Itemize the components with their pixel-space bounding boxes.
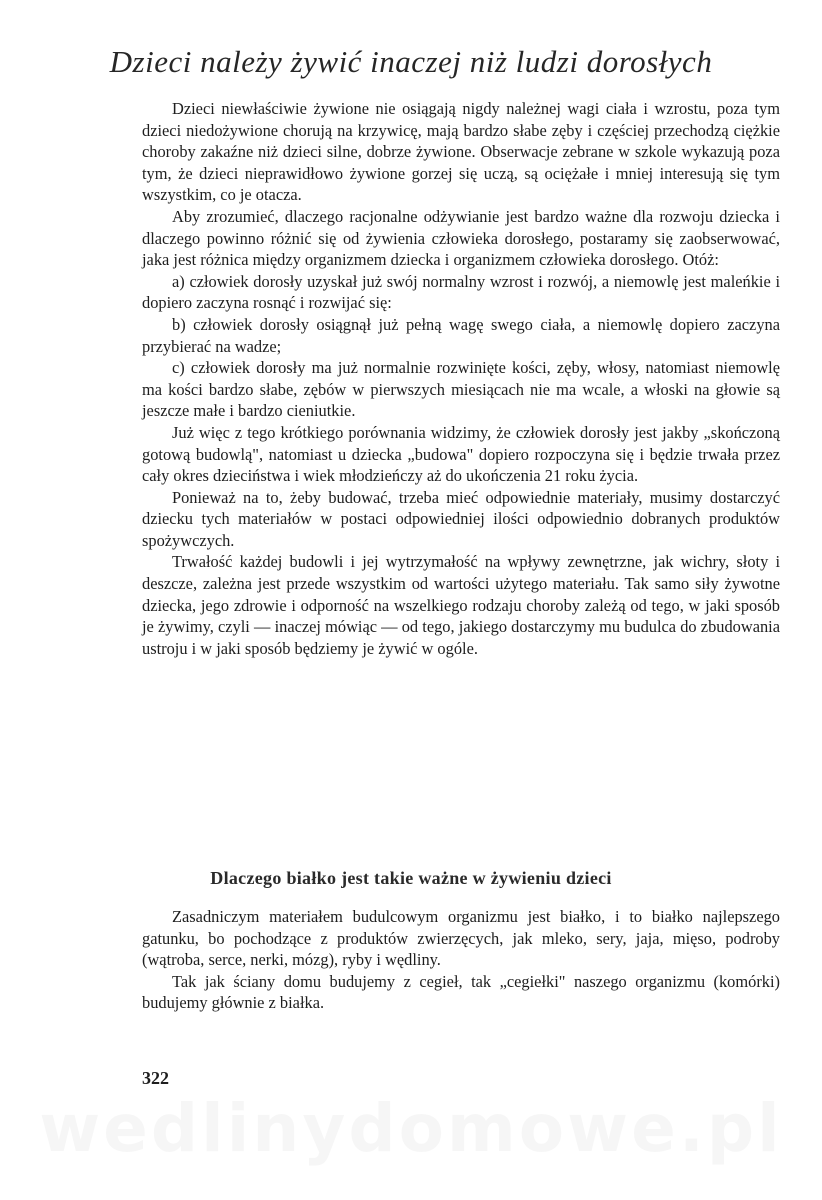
section-body [142,906,780,1014]
paragraph: Zasadniczym materiałem budulcowym organizmu jest białko, i to białko najlepszego gatunku, bo pochodzące z produktów zwierzęcych, jak mleko, sery, jaja, mięso, podroby (wątroba, serce, nerki, mózg), ryby i wędliny. [142,907,780,970]
paragraph: Ponieważ na to, żeby budować, trzeba mieć odpowiednie materiały, musimy dostarczyć dziecku tych materiałów w postaci odpowiedniej ilości odpowiednio dobranych produktów spożywczych. [142,487,780,550]
page-number: 322 [142,1068,169,1088]
paragraph: Tak jak ściany domu budujemy z cegieł, tak „cegiełki" naszego organizmu (komórki) budujemy głównie z białka. [142,971,780,1013]
section-heading: Dlaczego białko jest takie ważne w żywieniu dzieci [210,868,612,888]
list-item: c) człowiek dorosły ma już normalnie rozwinięte kości, zęby, włosy, natomiast niemowlę ma kości bardzo słabe, zębów w pierwszych miesiącach nie ma wcale, a włoski na głowie są jeszcze małe i bardzo cieniutkie. [142,358,780,421]
page-title: Dzieci należy żywić inaczej niż ludzi dorosłych [109,44,713,79]
list-item: b) człowiek dorosły osiągnął już pełną wagę swego ciała, a niemowlę dopiero zaczyna przybierać na wadze; [142,314,780,356]
section-body [142,98,780,659]
paragraph: Dzieci niewłaściwie żywione nie osiągają nigdy należnej wagi ciała i wzrostu, poza tym dzieci niedożywione chorują na krzywicę, mają bardzo słabe zęby i częściej przechodzą ciężkie choroby zakaźne niż dzieci silne, dobrze żywione. Obserwacje zebrane w szkole wykazują poza tym, że dzieci nieprawidłowo żywione gorzej się uczą, są ociężałe i mniej interesują się tym wszystkim, co je otacza. [142,99,780,205]
paragraph: Już więc z tego krótkiego porównania widzimy, że człowiek dorosły jest jakby „skończoną gotową budowlą", natomiast u dziecka „budowa" dopiero rozpoczyna się i będzie trwała przez cały okres dzieciństwa i wiek młodzieńczy aż do ukończenia 21 roku życia. [142,422,780,486]
list-item: a) człowiek dorosły uzyskał już swój normalny wzrost i rozwój, a niemowlę jest maleńkie i dopiero zaczyna rosnąć i rozwijać się: [142,271,780,313]
paragraph: Trwałość każdej budowli i jej wytrzymałość na wpływy zewnętrzne, jak wichry, słoty i deszcze, zależna jest przede wszystkim od wartości użytego materiału. Tak samo siły żywotne dziecka, jego zdrowie i odporność na wszelkiego rodzaju choroby zależą od tego, w jaki sposób je żywimy, czyli — inaczej mówiąc — od tego, jakiego dostarczymy mu budulca do zbudowania ustroju i w jaki sposób będziemy je żywić w ogóle. [142,552,780,658]
paragraph: Aby zrozumieć, dlaczego racjonalne odżywianie jest bardzo ważne dla rozwoju dziecka i dlaczego powinno różnić się od żywienia człowieka dorosłego, postaramy się zaobserwować, jaka jest różnica między organizmem dziecka i organizmem człowieka dorosłego. Otóż: [142,206,780,270]
watermark [0,1090,822,1167]
